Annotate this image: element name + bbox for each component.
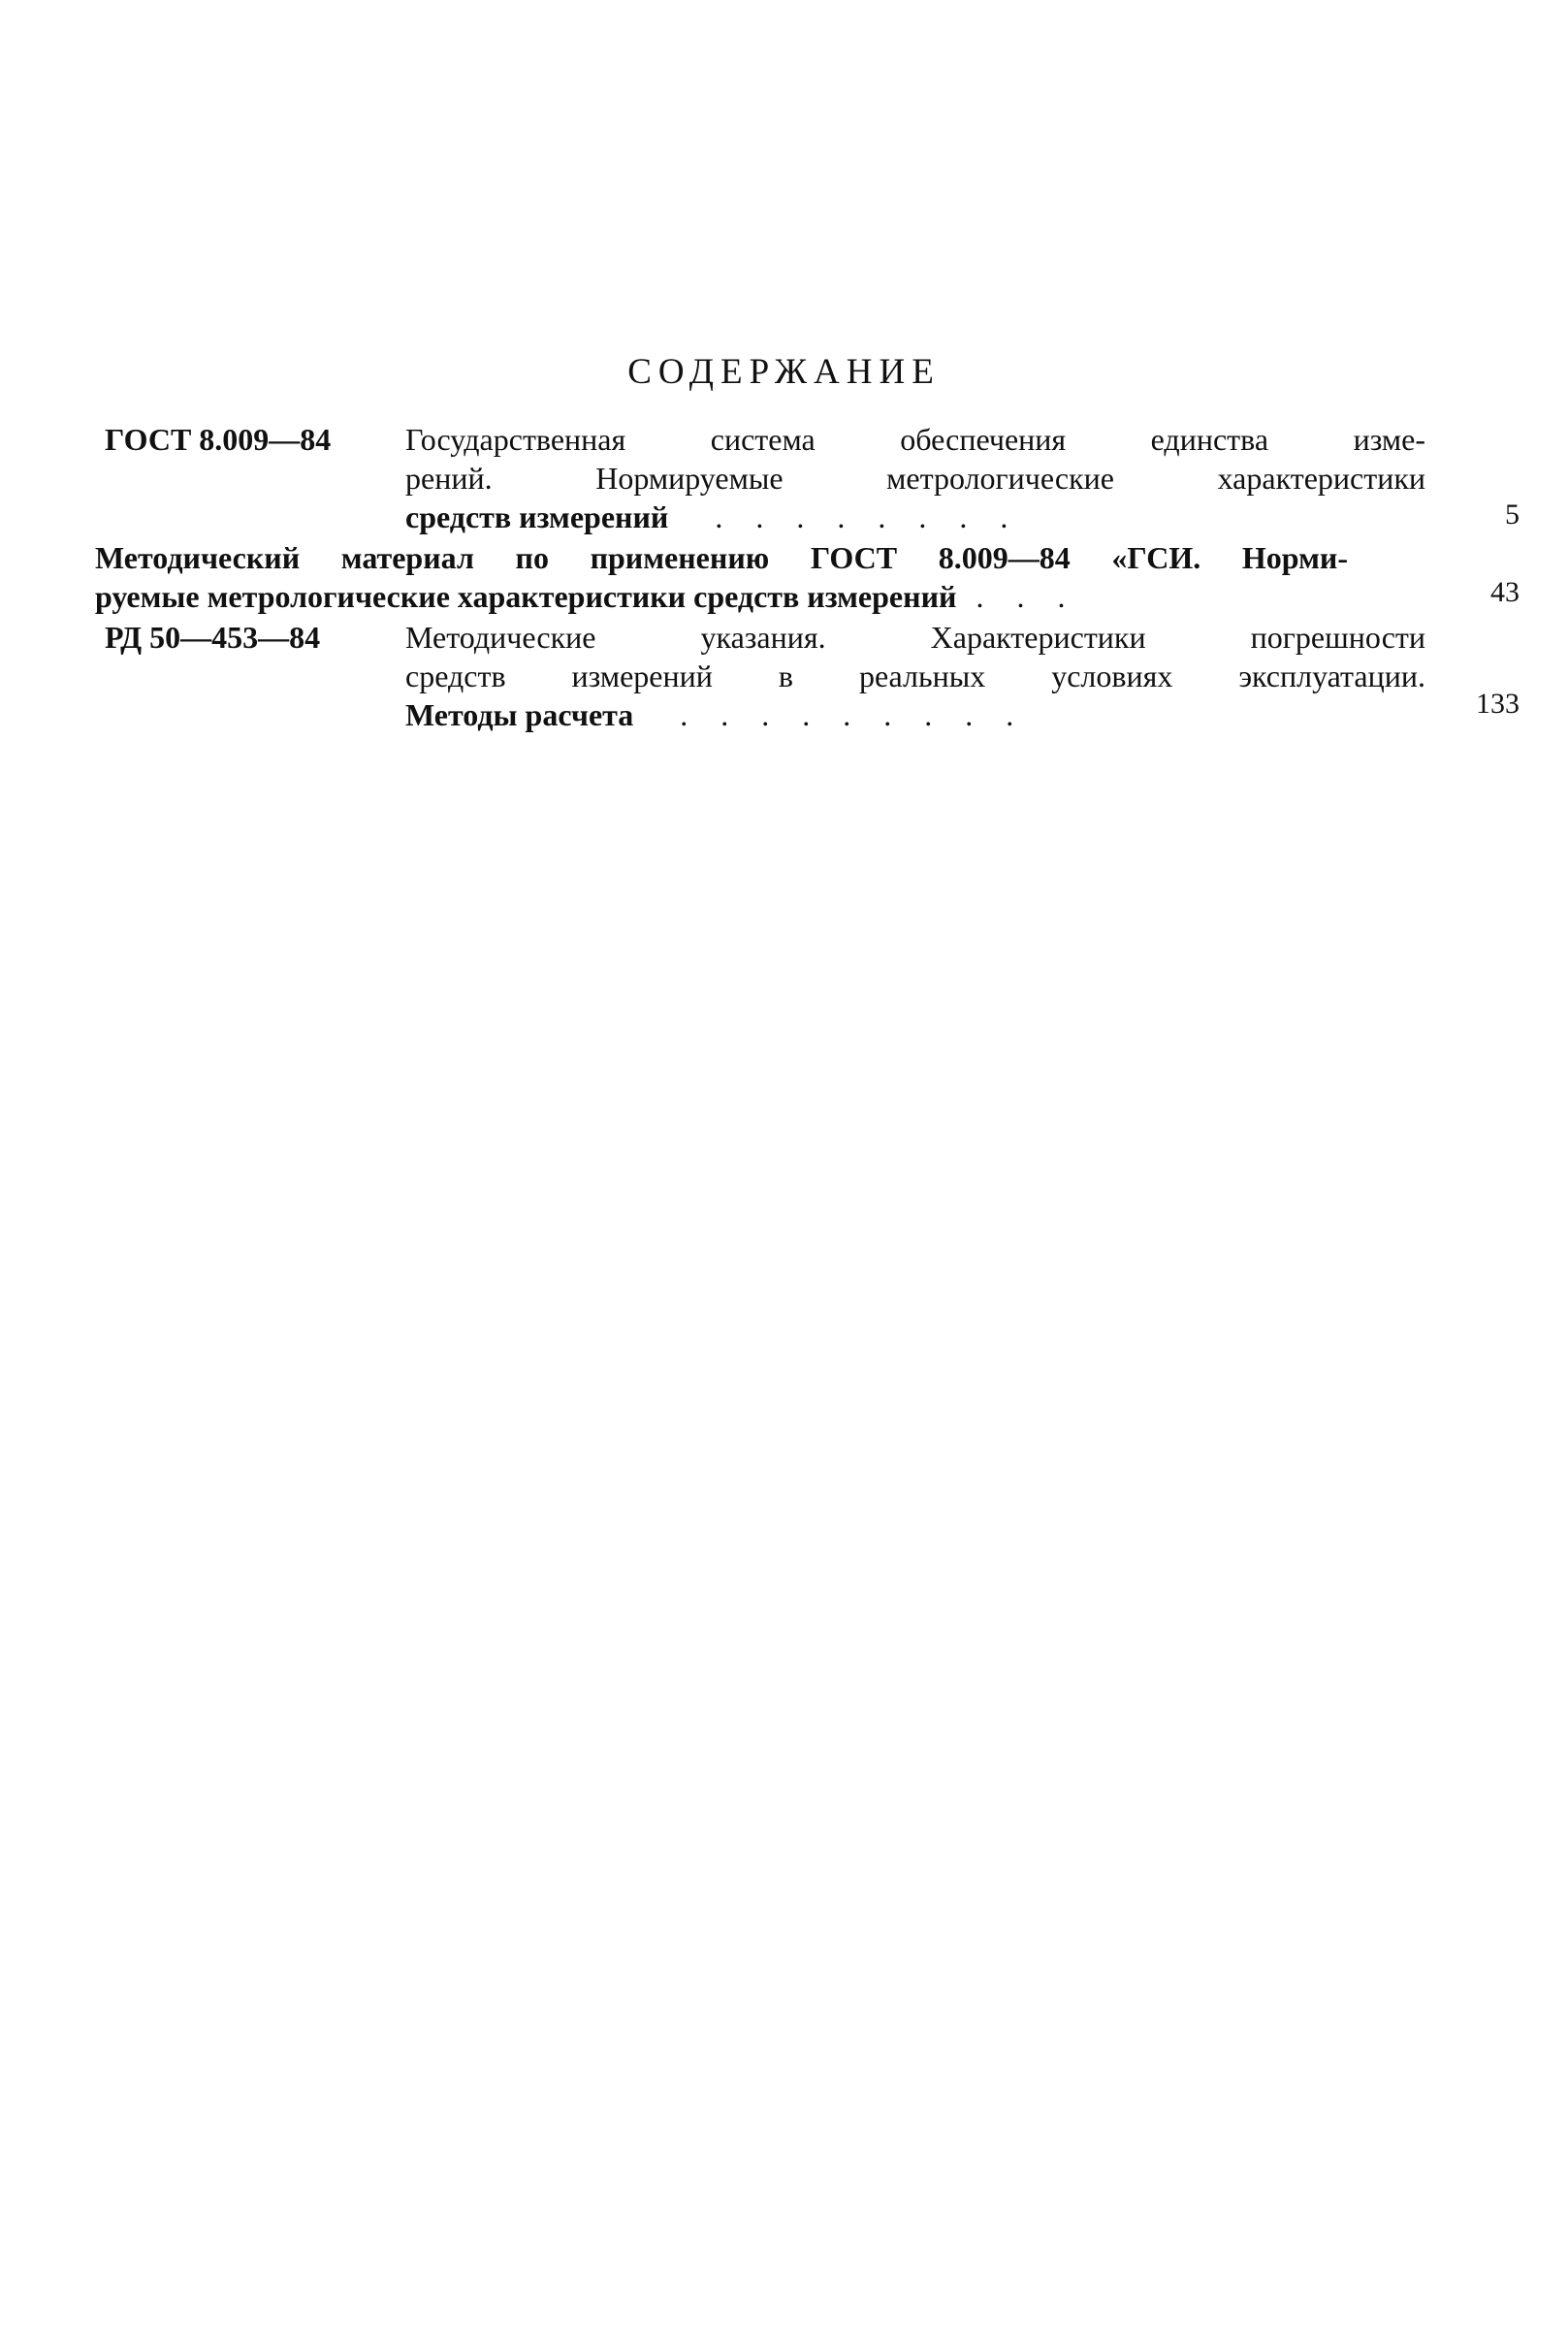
entry-code: ГОСТ 8.009—84 (105, 422, 332, 457)
dot-leader: ... (976, 579, 1099, 614)
toc-entry[interactable] (95, 538, 1348, 616)
page-number[interactable]: 5 (1505, 499, 1520, 531)
entry-line: Государственная система обеспечения единства изме- (405, 422, 1425, 457)
entry-line: средств измерений в реальных условиях эксплуатации. (405, 659, 1425, 693)
page-number[interactable]: 43 (1490, 576, 1520, 608)
dot-leader: ........ (715, 499, 1041, 534)
entry-line: рений. Нормируемые метрологические характеристики (405, 461, 1425, 496)
entry-description (405, 618, 1425, 734)
entry-line: средств измерений (405, 499, 669, 534)
entry-description (405, 420, 1425, 536)
dot-leader: ......... (680, 697, 1047, 732)
entry-code: РД 50—453—84 (105, 620, 321, 655)
contents-title: СОДЕРЖАНИЕ (627, 352, 941, 392)
page-number[interactable]: 133 (1476, 688, 1520, 720)
entry-line: Методические указания. Характеристики погрешности (405, 620, 1425, 655)
entry-line: Методический материал по применению ГОСТ 8.009—84 «ГСИ. Норми- (95, 540, 1348, 575)
entry-line: руемые метрологические характеристики средств измерений (95, 579, 957, 614)
entry-line: Методы расчета (405, 697, 634, 732)
